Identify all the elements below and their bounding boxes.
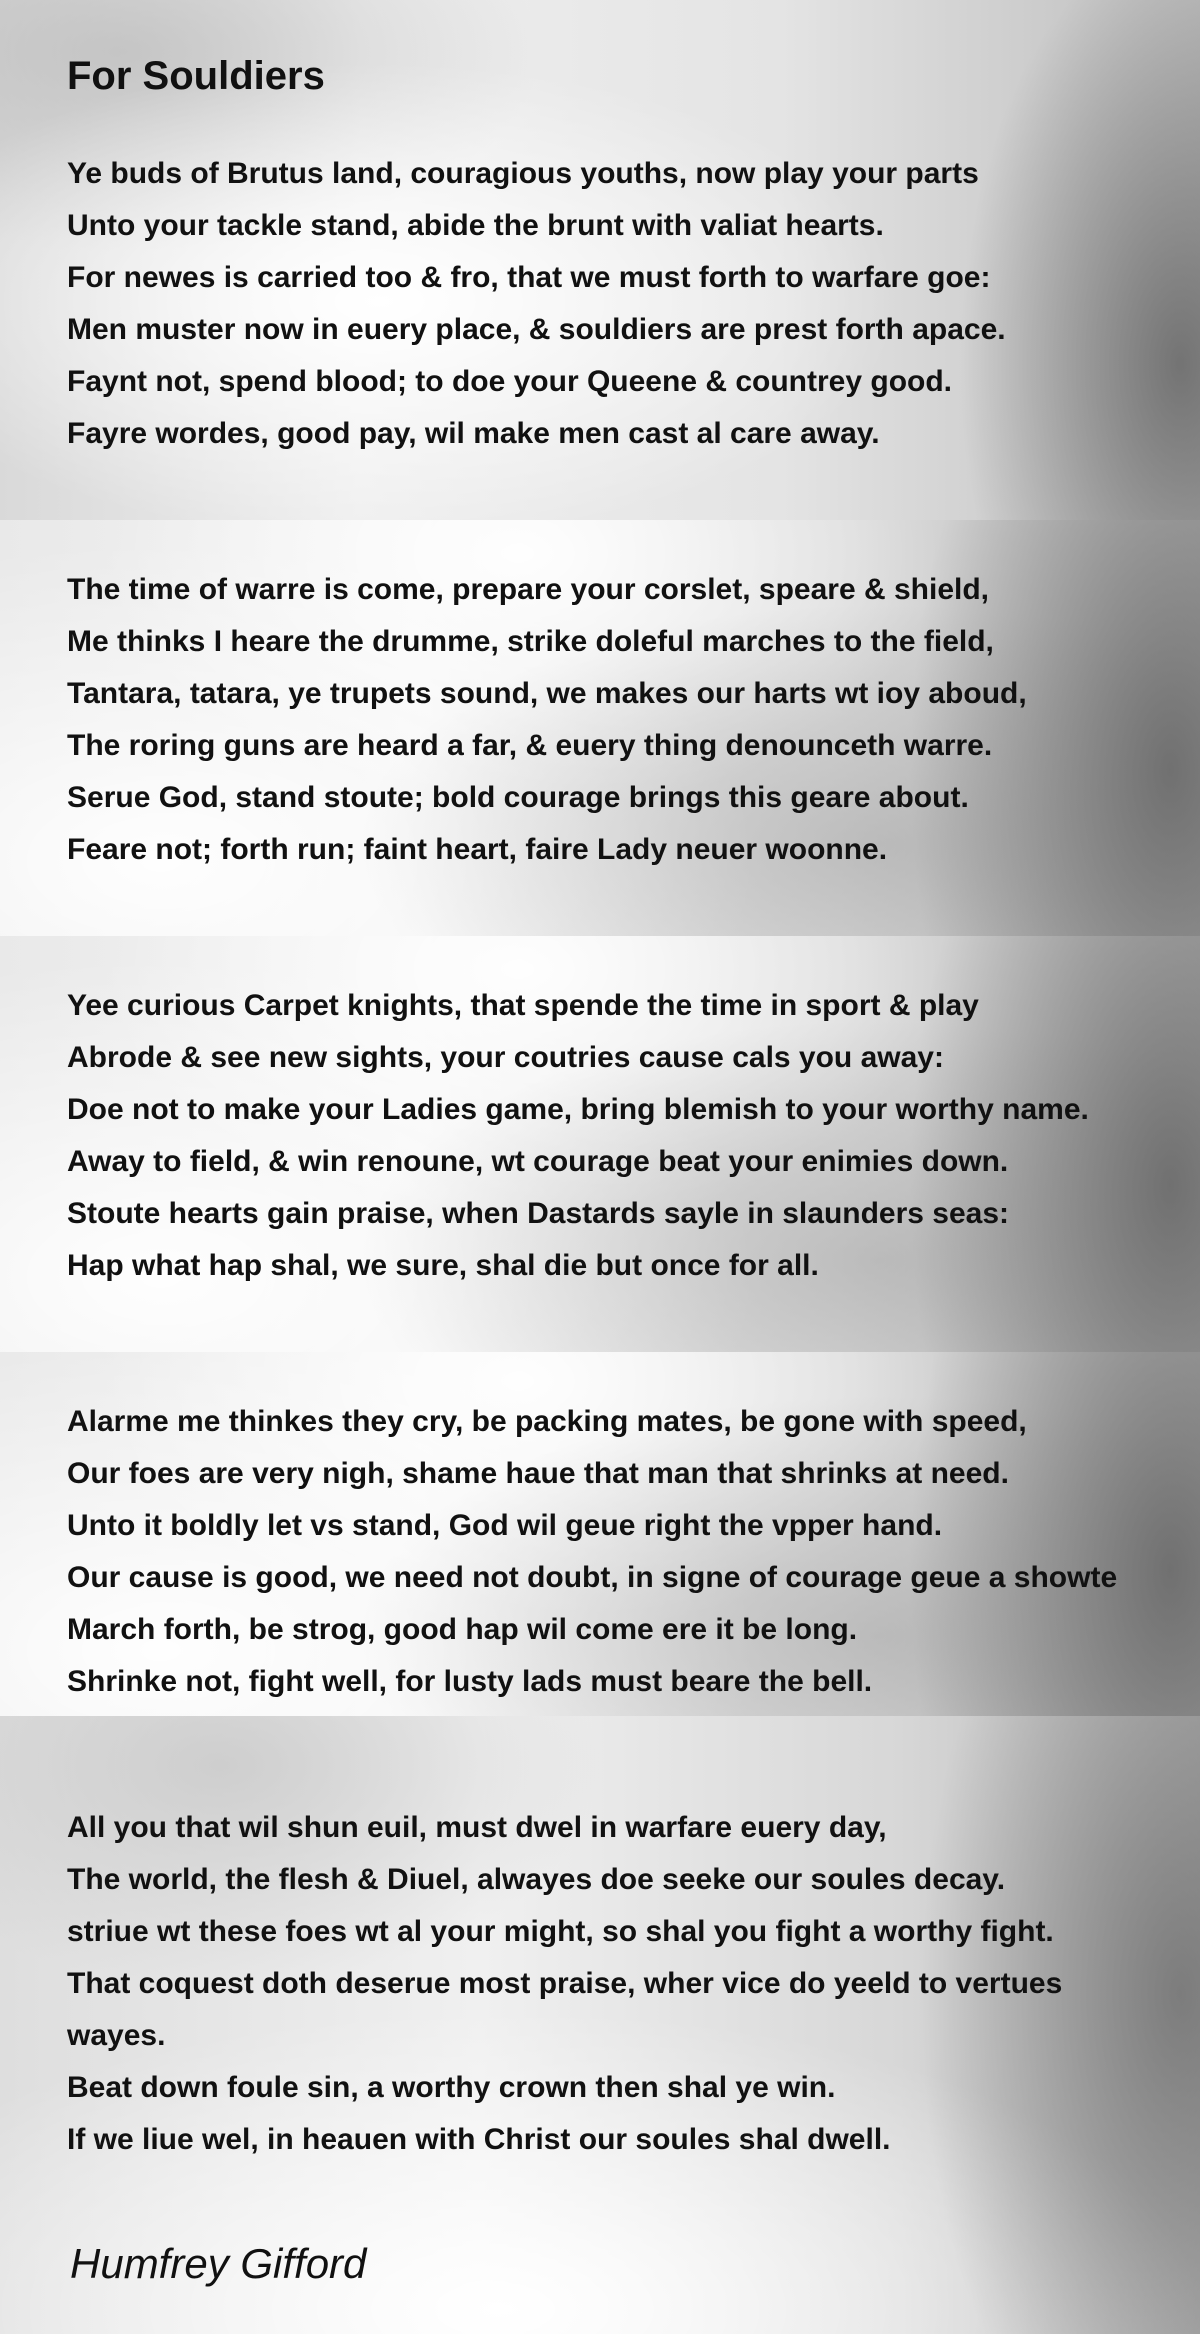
poem-line: Yee curious Carpet knights, that spende the time in sport & play (67, 989, 979, 1022)
poem-author: Humfrey Gifford (70, 2240, 367, 2287)
poem-line: Tantara, tatara, ye trupets sound, we makes our harts wt ioy aboud, (67, 677, 1027, 710)
poem-line: Beat down foule sin, a worthy crown then shal ye win. (67, 2071, 836, 2104)
poem-title: For Souldiers (67, 54, 325, 98)
poem-line: Our cause is good, we need not doubt, in signe of courage geue a showte (67, 1561, 1118, 1594)
stanza-panel-4 (0, 1352, 1200, 1716)
poem-line: striue wt these foes wt al your might, so shal you fight a worthy fight. (67, 1915, 1054, 1948)
poem-line: Serue God, stand stoute; bold courage brings this geare about. (67, 781, 969, 814)
poem-line: Feare not; forth run; faint heart, faire Lady neuer woonne. (67, 833, 888, 866)
poem-line: Me thinks I heare the drumme, strike doleful marches to the field, (67, 625, 994, 658)
poem-line: Alarme me thinkes they cry, be packing mates, be gone with speed, (67, 1405, 1027, 1438)
poem-line: Faynt not, spend blood; to doe your Queene & countrey good. (67, 365, 952, 398)
poem-line: For newes is carried too & fro, that we must forth to warfare goe: (67, 261, 991, 294)
poem-line: The time of warre is come, prepare your corslet, speare & shield, (67, 573, 990, 606)
poem-line: Ye buds of Brutus land, couragious youths, now play your parts (67, 157, 979, 190)
poem-line: Away to field, & win renoune, wt courage beat your enimies down. (67, 1145, 1009, 1178)
poem-line: Hap what hap shal, we sure, shal die but once for all. (67, 1249, 819, 1282)
poem-line: The roring guns are heard a far, & euery thing denounceth warre. (67, 729, 993, 762)
poem-line: If we liue wel, in heauen with Christ our soules shal dwell. (67, 2123, 891, 2156)
poem-line: Unto your tackle stand, abide the brunt with valiat hearts. (67, 209, 884, 242)
stanza-3 (67, 980, 1089, 1292)
poem-line: Men muster now in euery place, & souldiers are prest forth apace. (67, 313, 1006, 346)
stanza-1 (67, 148, 1006, 460)
poem-line: Stoute hearts gain praise, when Dastards sayle in slaunders seas: (67, 1197, 1010, 1230)
poem-line: That coquest doth deserue most praise, wher vice do yeeld to vertues (67, 1967, 1063, 2000)
poem-line: March forth, be strog, good hap wil come ere it be long. (67, 1613, 858, 1646)
poem-line: wayes. (67, 2019, 166, 2052)
poem-line: Fayre wordes, good pay, wil make men cast al care away. (67, 417, 880, 450)
stanza-panel-1 (0, 0, 1200, 520)
stanza-2 (67, 564, 1027, 876)
stanza-panel-3 (0, 936, 1200, 1352)
poem-line: Abrode & see new sights, your coutries cause cals you away: (67, 1041, 944, 1074)
poem-line: Unto it boldly let vs stand, God wil geue right the vpper hand. (67, 1509, 943, 1542)
stanza-panel-5 (0, 1716, 1200, 2334)
stanza-5 (67, 1802, 1062, 2166)
stanza-panel-2 (0, 520, 1200, 936)
stanza-4 (67, 1396, 1117, 1708)
poem-line: The world, the flesh & Diuel, alwayes doe seeke our soules decay. (67, 1863, 1006, 1896)
poem-line: All you that wil shun euil, must dwel in warfare euery day, (67, 1811, 887, 1844)
poem-line: Our foes are very nigh, shame haue that man that shrinks at need. (67, 1457, 1009, 1490)
poem-line: Shrinke not, fight well, for lusty lads must beare the bell. (67, 1665, 873, 1698)
poem-line: Doe not to make your Ladies game, bring blemish to your worthy name. (67, 1093, 1089, 1126)
